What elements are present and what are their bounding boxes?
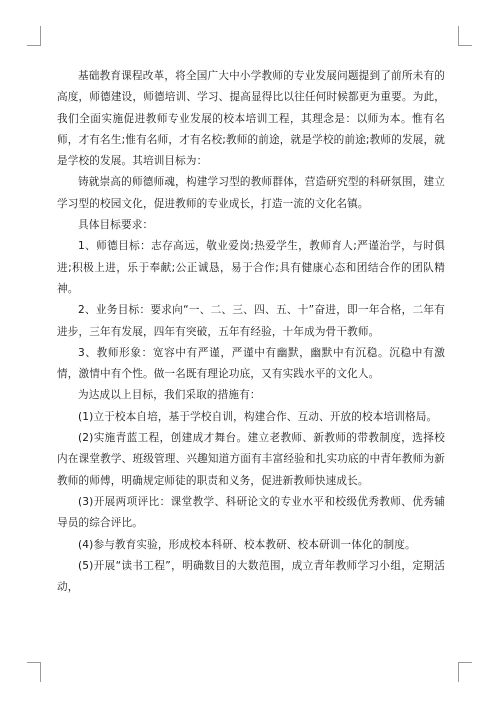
- paragraph-teacher-image: 3、教师形象：宽容中有严谨，严谨中有幽默，幽默中有沉稳。沉稳中有激情，激情中有个性。做一名既有理论功底，又有实践水平的文化人。: [57, 346, 445, 381]
- crop-mark-top-left: [27, 45, 41, 46]
- paragraph-requirements-heading: 具体目标要求：: [78, 219, 154, 232]
- paragraph-ethics-goal: 1、师德目标：志存高远，敬业爱岗;热爱学生，教师育人;严谨治学，与时俱进;积极上进，乐于奉献;公正诚恳，易于合作;具有健康心态和团结合作的团队精神。: [57, 240, 445, 295]
- paragraph-intro: 基础教育课程改革，将全国广大中小学教师的专业发展问题提到了前所未有的高度，师德建设，师德培训、学习、提高显得比以往任何时候都更为重要。为此，我们全面实施促进教师专业发展的校本培训工程，其理念是：以师为本。惟有名师，才有名生;惟有名师，才有名校;教师的前途，就是学校的前途;教师的发展，就是学校的发展。其培训目标为：: [57, 70, 445, 168]
- paragraph-measure-1: (1)立于校本自培，基于学校自训，构建合作、互动、开放的校本培训格局。: [78, 410, 438, 423]
- paragraph-measures-heading: 为达成以上目标，我们采取的措施有：: [78, 389, 261, 402]
- paragraph-measure-4: (4)参与教育实验，形成校本科研、校本教研、校本研训一体化的制度。: [78, 538, 416, 551]
- crop-mark-top-right: [458, 26, 459, 46]
- paragraph-measure-5: (5)开展“读书工程”，明确数目的大数范围，成立青年教师学习小组，定期活动，: [57, 559, 445, 594]
- crop-mark-bottom-left: [40, 662, 41, 682]
- crop-mark-top-left: [40, 26, 41, 46]
- paragraph-measure-2: (2)实施青蓝工程，创建成才舞台。建立老教师、新教师的带教制度，选择校内在课堂教学、班级管理、兴趣知道方面有丰富经验和扎实功底的中青年教师为新教师的师傅，明确规定师徒的职责和义务，促进新教师快速成长。: [57, 432, 445, 487]
- paragraph-business-goal: 2、业务目标：要求向“一、二、三、四、五、十”奋进，即一年合格，二年有进步，三年有发展，四年有突破，五年有经验，十年成为骨干教师。: [57, 304, 445, 338]
- crop-mark-top-right: [458, 45, 472, 46]
- document-body: [57, 66, 445, 598]
- paragraph-measure-3: (3)开展两项评比：课堂教学、科研论文的专业水平和校级优秀教师、优秀辅导员的综合评比。: [57, 495, 445, 530]
- paragraph-training-goal: 铸就崇高的师德师魂，构建学习型的教师群体，营造研究型的科研氛围，建立学习型的校园文化，促进教师的专业成长，打造一流的文化名镇。: [57, 176, 445, 210]
- crop-mark-bottom-right: [458, 662, 472, 663]
- crop-mark-bottom-left: [27, 662, 41, 663]
- crop-mark-bottom-right: [458, 662, 459, 682]
